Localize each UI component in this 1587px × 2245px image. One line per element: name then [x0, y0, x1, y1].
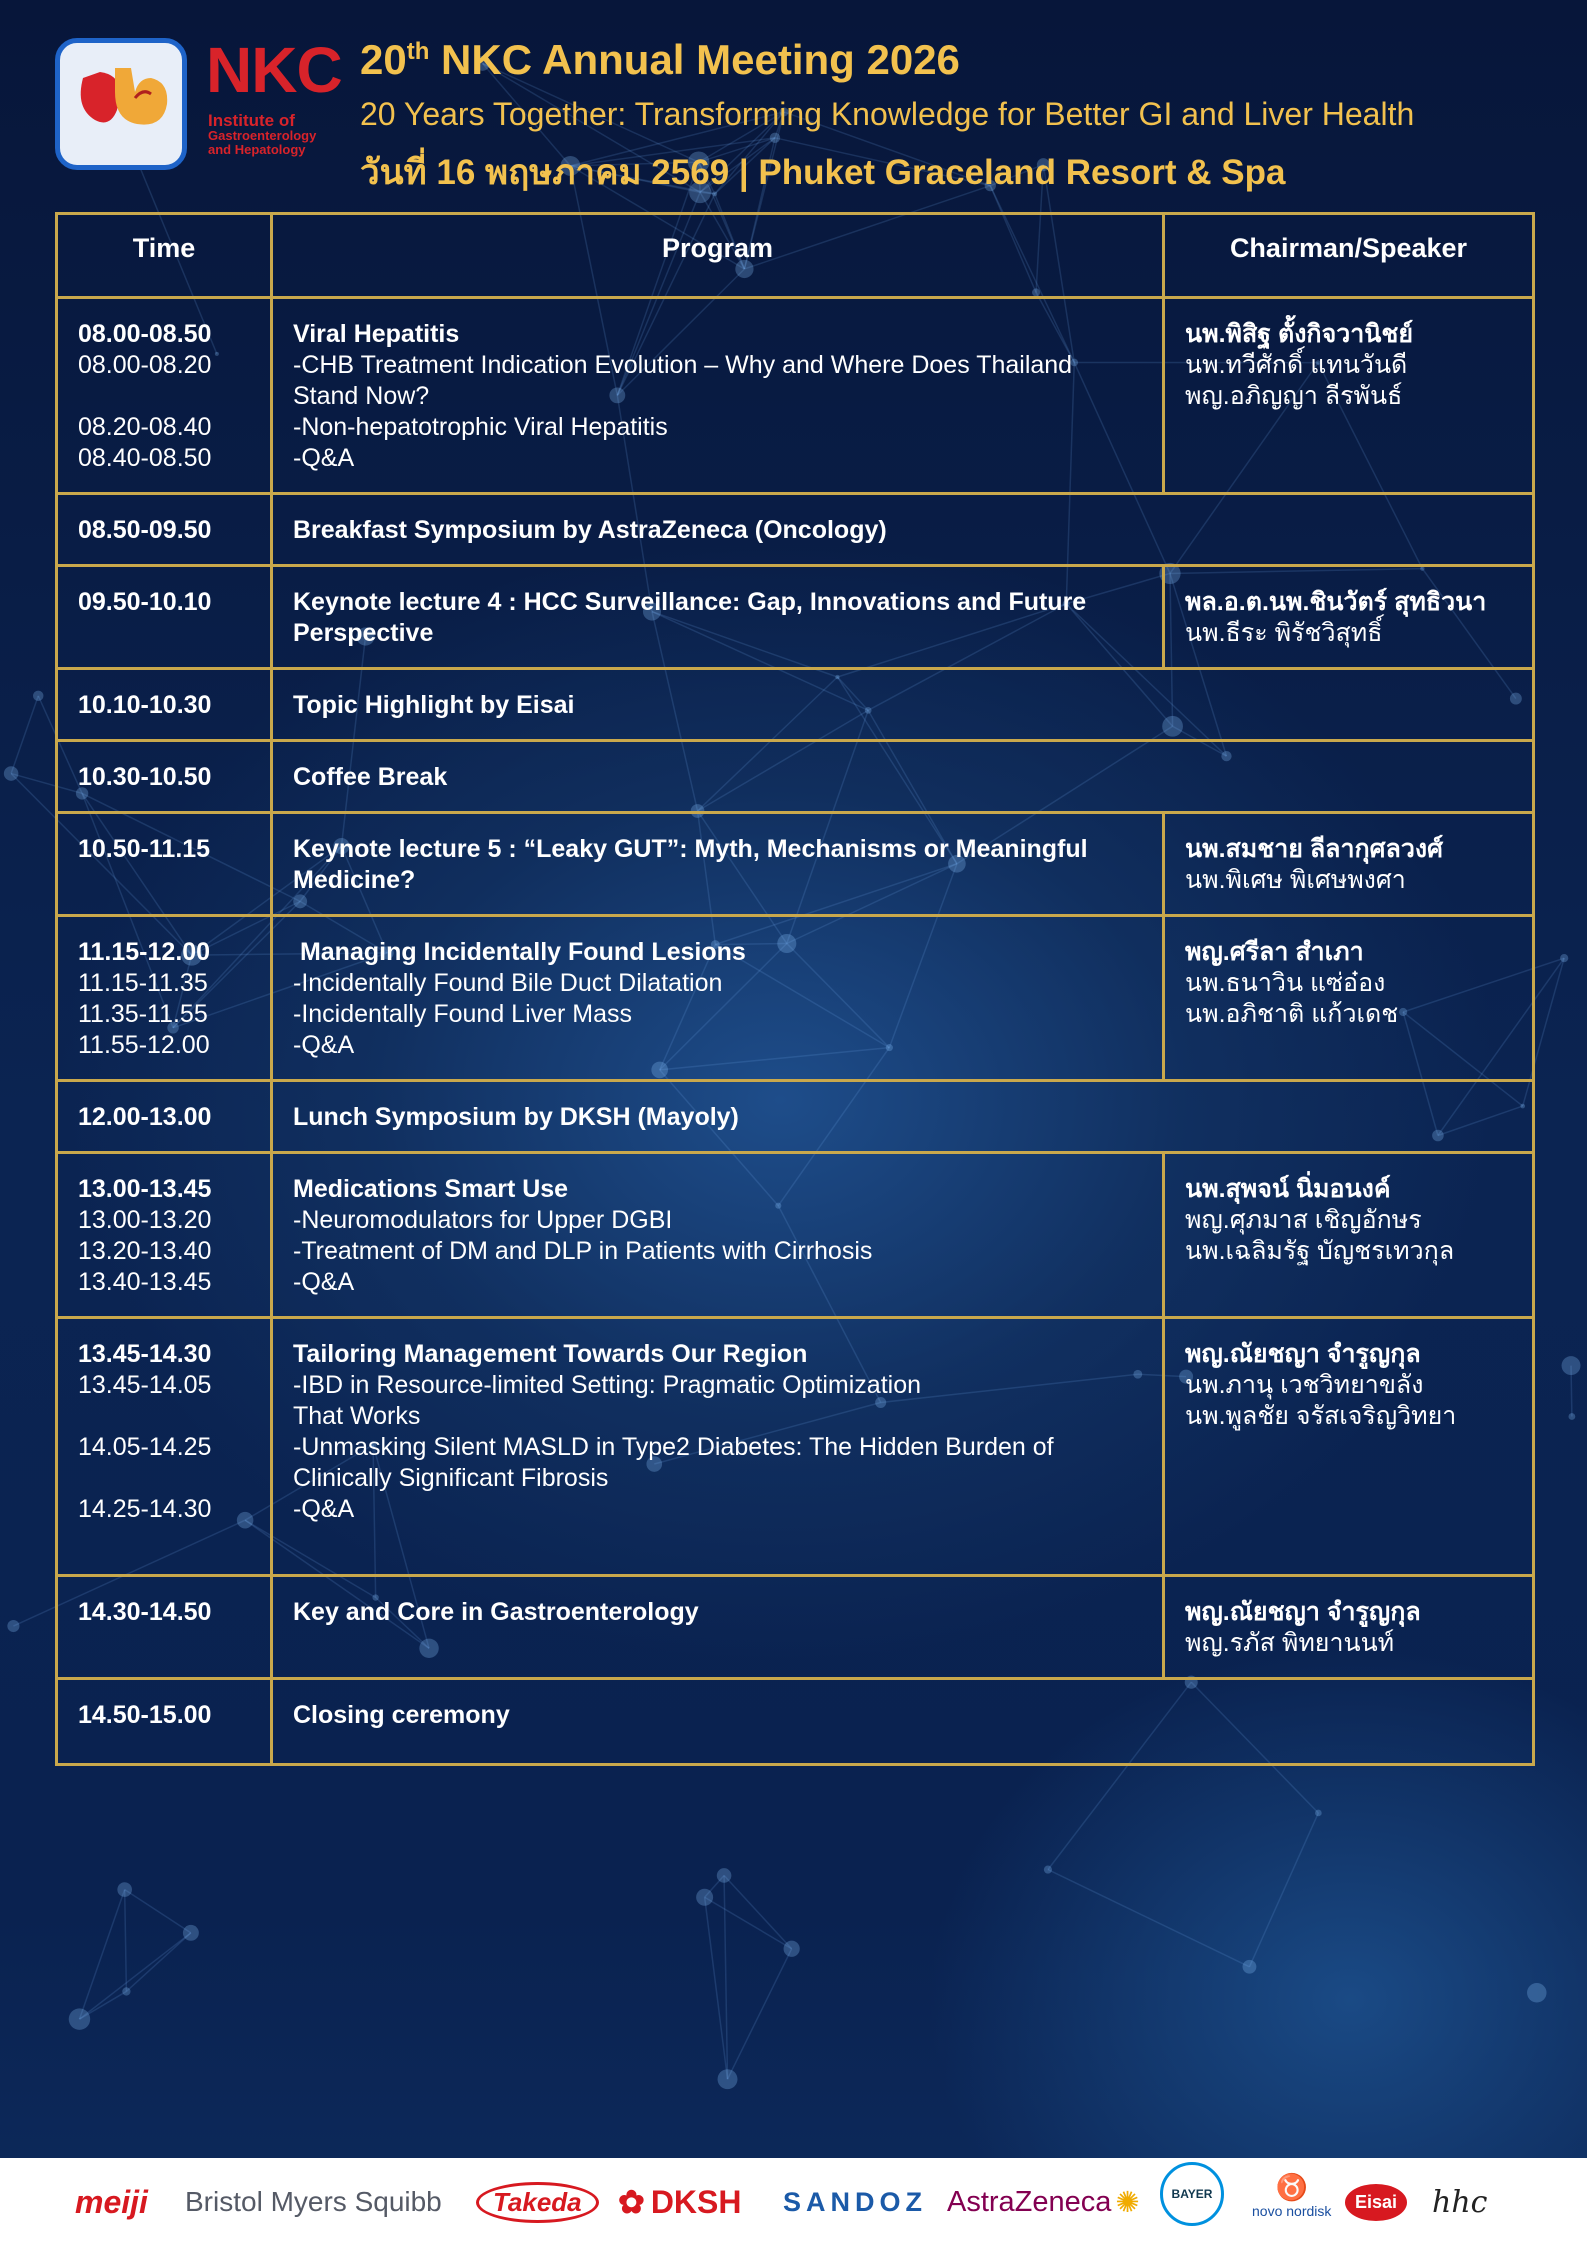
network-link: [125, 1890, 127, 1992]
program-cell: [272, 741, 1164, 813]
session-time: 14.50-15.00: [78, 1701, 212, 1729]
time-cell: [57, 298, 272, 494]
logo-line1: Institute of: [208, 111, 295, 130]
title-suffix: th: [406, 38, 430, 65]
network-node: [183, 1925, 199, 1941]
program-cell: [272, 1153, 1164, 1318]
table-row: [57, 494, 1534, 566]
network-node: [1243, 1960, 1257, 1974]
program-item: -Q&A: [293, 1495, 355, 1523]
table-row: [57, 1679, 1534, 1765]
program-item: Stand Now?: [293, 382, 430, 410]
schedule-table: [55, 212, 1535, 1766]
program-item: -Incidentally Found Liver Mass: [293, 1000, 633, 1028]
bms-logo: Bristol Myers Squibb: [185, 2186, 442, 2217]
dksh-flower-icon: ✿: [618, 2184, 645, 2220]
title-prefix: 20: [360, 36, 407, 83]
program-item: -Q&A: [293, 444, 355, 472]
chairman: นพ.พิสิฐ ตั้งกิจวานิชย์: [1185, 320, 1414, 348]
network-link: [1048, 1870, 1250, 1967]
time-cell: [57, 1576, 272, 1679]
eisai-logo: [1345, 2178, 1407, 2226]
speaker: พญ.อภิญญา ลีรพันธ์: [1185, 382, 1403, 410]
program-item: -Q&A: [293, 1031, 355, 1059]
network-link: [724, 1875, 727, 2079]
network-link: [79, 1890, 124, 2020]
network-node: [1315, 1810, 1322, 1817]
astrazeneca-wordmark: AstraZeneca: [947, 2185, 1112, 2218]
table-row: [57, 813, 1534, 916]
network-node: [122, 1987, 130, 1995]
time-cell: [57, 1318, 272, 1576]
network-link: [126, 1933, 190, 1992]
takeda-wordmark: Takeda: [476, 2182, 599, 2223]
chairman: พญ.ณัยชญา จำรูญกุล: [1185, 1340, 1421, 1368]
sandoz-logo: SANDOZ: [783, 2186, 927, 2217]
network-node: [718, 2069, 738, 2089]
session-title: Medicine?: [293, 866, 416, 894]
network-node: [1560, 954, 1568, 962]
network-node: [117, 1882, 132, 1897]
network-link: [728, 1949, 792, 2079]
speaker-cell: [1164, 298, 1534, 494]
session-title: Tailoring Management Towards Our Region: [293, 1340, 808, 1368]
time-cell: [57, 813, 272, 916]
session-title: Lunch Symposium by DKSH (Mayoly): [293, 1103, 739, 1131]
program-item: -Q&A: [293, 1268, 355, 1296]
speaker: นพ.พิเศษ พิเศษพงศา: [1185, 866, 1406, 894]
takeda-logo: [476, 2178, 599, 2226]
program-cell: [272, 813, 1164, 916]
apis-bull-icon: ♉: [1275, 2172, 1308, 2202]
program-cell: [272, 494, 1164, 566]
nkc-logo: [55, 38, 195, 178]
sub-time: 08.40-08.50: [78, 444, 212, 472]
meeting-title: [360, 36, 960, 84]
session-time: 09.50-10.10: [78, 588, 212, 616]
col-speaker-header: Chairman/Speaker: [1164, 214, 1534, 298]
novo-nordisk-logo: [1252, 2172, 1331, 2232]
session-title: Perspective: [293, 619, 434, 647]
speaker-cell: [1164, 494, 1534, 566]
program-item: That Works: [293, 1402, 421, 1430]
table-header-row: [57, 214, 1534, 298]
session-time: 14.30-14.50: [78, 1598, 212, 1626]
sub-time: 13.00-13.20: [78, 1206, 212, 1234]
table-row: [57, 1318, 1534, 1576]
sub-time: 13.40-13.45: [78, 1268, 212, 1296]
speaker: นพ.อภิชาติ แก้วเดช: [1185, 1000, 1399, 1028]
speaker-cell: [1164, 1679, 1534, 1765]
speaker-cell: [1164, 813, 1534, 916]
program-cell: [272, 916, 1164, 1081]
network-node: [69, 2008, 90, 2029]
network-node: [770, 133, 780, 143]
network-node: [1562, 1356, 1581, 1375]
session-title: Managing Incidentally Found Lesions: [293, 938, 746, 966]
speaker-cell: [1164, 1318, 1534, 1576]
sub-time: 14.05-14.25: [78, 1433, 212, 1461]
col-program-header: Program: [272, 214, 1164, 298]
time-cell: [57, 566, 272, 669]
network-link: [79, 1933, 190, 2019]
program-item: -CHB Treatment Indication Evolution – Why and Where Does Thailand: [293, 351, 1073, 379]
table-row: [57, 741, 1534, 813]
meiji-logo: meiji: [75, 2183, 148, 2220]
session-time: 10.30-10.50: [78, 763, 212, 791]
network-node: [4, 766, 19, 781]
program-cell: [272, 1081, 1164, 1153]
chairman: นพ.สมชาย ลีลากุศลวงศ์: [1185, 835, 1443, 863]
sub-time: 08.20-08.40: [78, 413, 212, 441]
spacer: [78, 1463, 250, 1494]
chairman: พล.อ.ต.นพ.ชินวัตร์ สุทธิวนา: [1185, 588, 1487, 616]
network-node: [784, 1941, 800, 1957]
session-time: 08.00-08.50: [78, 320, 212, 348]
logo-line2: Gastroenterology: [208, 128, 317, 143]
table-row: [57, 669, 1534, 741]
eisai-wordmark: Eisai: [1345, 2184, 1407, 2221]
stomach-liver-icon: [55, 38, 187, 170]
session-time: 13.00-13.45: [78, 1175, 212, 1203]
table-row: [57, 916, 1534, 1081]
speaker: พญ.รภัส พิทยานนท์: [1185, 1629, 1395, 1657]
speaker-cell: [1164, 1576, 1534, 1679]
network-node: [7, 1620, 19, 1632]
chairman: พญ.ณัยชญา จำรูญกุล: [1185, 1598, 1421, 1626]
col-time-header: Time: [57, 214, 272, 298]
program-item: -IBD in Resource-limited Setting: Pragmatic Optimization: [293, 1371, 922, 1399]
astrazeneca-swirl-icon: ✺: [1115, 2186, 1140, 2219]
logo-line3: and Hepatology: [208, 142, 306, 157]
logo-institute-name: [208, 111, 317, 157]
network-node: [717, 1868, 732, 1883]
title-rest: NKC Annual Meeting 2026: [441, 36, 960, 83]
table-row: [57, 298, 1534, 494]
logo-brand: NKC: [206, 34, 342, 106]
speaker-cell: [1164, 566, 1534, 669]
network-link: [1249, 1813, 1318, 1967]
program-item: Clinically Significant Fibrosis: [293, 1464, 609, 1492]
table-row: [57, 1576, 1534, 1679]
speaker-cell: [1164, 1153, 1534, 1318]
speaker: นพ.ทวีศักดิ์ แทนวันดี: [1185, 351, 1408, 379]
network-node: [1527, 1983, 1546, 2002]
session-time: 08.50-09.50: [78, 516, 212, 544]
session-title: Medications Smart Use: [293, 1175, 569, 1203]
time-cell: [57, 916, 272, 1081]
speaker: นพ.ธีระ พิรัชวิสุทธิ์: [1185, 619, 1383, 647]
network-node: [1569, 1413, 1576, 1420]
speaker: พญ.ศุภมาส เชิญอักษร: [1185, 1206, 1422, 1234]
network-node: [1044, 1866, 1052, 1874]
astrazeneca-logo: [947, 2178, 1140, 2226]
sub-time: 11.35-11.55: [78, 1000, 208, 1028]
program-cell: [272, 1576, 1164, 1679]
novo-wordmark: novo nordisk: [1252, 2203, 1332, 2219]
session-title: Closing ceremony: [293, 1701, 510, 1729]
network-link: [705, 1897, 792, 1949]
network-node: [696, 1889, 713, 1906]
session-title: Viral Hepatitis: [293, 320, 460, 348]
speaker: นพ.ภานุ เวชวิทยาขลัง: [1185, 1371, 1424, 1399]
table-row: [57, 566, 1534, 669]
program-cell: [272, 566, 1164, 669]
program-item: -Incidentally Found Bile Duct Dilatation: [293, 969, 723, 997]
session-title: Breakfast Symposium by AstraZeneca (Oncology): [293, 516, 887, 544]
session-title: Keynote lecture 5 : “Leaky GUT”: Myth, Mechanisms or Meaningful: [293, 835, 1088, 863]
speaker-cell: [1164, 1081, 1534, 1153]
program-item: -Neuromodulators for Upper DGBI: [293, 1206, 673, 1234]
time-cell: [57, 494, 272, 566]
time-cell: [57, 741, 272, 813]
hhc-logo: hhc: [1432, 2184, 1488, 2220]
meeting-subtitle: 20 Years Together: Transforming Knowledge for Better GI and Liver Health: [360, 96, 1415, 132]
date-venue: วันที่ 16 พฤษภาคม 2569 | Phuket Graceland Resort & Spa: [360, 153, 1286, 192]
time-cell: [57, 1081, 272, 1153]
bayer-cross-mark: BAYER: [1160, 2162, 1224, 2226]
program-cell: [272, 1318, 1164, 1576]
dksh-wordmark: DKSH: [650, 2183, 742, 2220]
table-row: [57, 1081, 1534, 1153]
session-title: Keynote lecture 4 : HCC Surveillance: Gap, Innovations and Future: [293, 588, 1087, 616]
sub-time: 14.25-14.30: [78, 1495, 212, 1523]
program-item: -Unmasking Silent MASLD in Type2 Diabetes: The Hidden Burden of: [293, 1433, 1054, 1461]
speaker: นพ.ธนาวิน แซ่อ๋อง: [1185, 969, 1386, 997]
sub-time: 11.55-12.00: [78, 1031, 210, 1059]
network-link: [705, 1897, 728, 2079]
sub-time: 08.00-08.20: [78, 351, 212, 379]
network-node: [33, 691, 43, 701]
sub-time: 13.20-13.40: [78, 1237, 212, 1265]
chairman: พญ.ศรีลา สำเภา: [1185, 938, 1364, 966]
speaker: นพ.พูลชัย จรัสเจริญวิทยา: [1185, 1402, 1457, 1430]
time-cell: [57, 669, 272, 741]
session-time: 11.15-12.00: [78, 938, 211, 966]
session-title: Coffee Break: [293, 763, 448, 791]
program-cell: [272, 669, 1164, 741]
dksh-logo: [618, 2178, 741, 2226]
session-title: Topic Highlight by Eisai: [293, 691, 575, 719]
network-link: [125, 1890, 191, 1933]
speaker-cell: [1164, 669, 1534, 741]
program-cell: [272, 298, 1164, 494]
network-link: [724, 1875, 792, 1948]
program-item: -Treatment of DM and DLP in Patients with Cirrhosis: [293, 1237, 873, 1265]
speaker-cell: [1164, 741, 1534, 813]
session-time: 10.50-11.15: [78, 835, 211, 863]
speaker: นพ.เฉลิมรัฐ บัญชรเทวกุล: [1185, 1237, 1455, 1265]
program-item: -Non-hepatotrophic Viral Hepatitis: [293, 413, 668, 441]
session-title: Key and Core in Gastroenterology: [293, 1598, 699, 1626]
table-row: [57, 1153, 1534, 1318]
spacer: [78, 381, 250, 412]
session-time: 10.10-10.30: [78, 691, 212, 719]
sub-time: 11.15-11.35: [78, 969, 208, 997]
session-time: 13.45-14.30: [78, 1340, 212, 1368]
session-time: 12.00-13.00: [78, 1103, 212, 1131]
program-cell: [272, 1679, 1164, 1765]
speaker-cell: [1164, 916, 1534, 1081]
sponsor-bar: [0, 2158, 1587, 2245]
spacer: [78, 1401, 250, 1432]
chairman: นพ.สุพจน์ นิ่มอนงค์: [1185, 1175, 1391, 1203]
time-cell: [57, 1679, 272, 1765]
network-link: [11, 696, 38, 774]
bayer-logo: [1160, 2170, 1224, 2218]
sub-time: 13.45-14.05: [78, 1371, 212, 1399]
time-cell: [57, 1153, 272, 1318]
